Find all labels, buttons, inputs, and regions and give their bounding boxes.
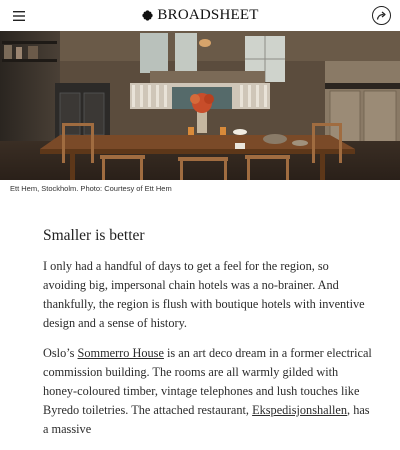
- section-subheading: Smaller is better: [43, 227, 145, 244]
- hamburger-menu-icon[interactable]: [9, 8, 29, 24]
- paragraph-2-text-c: , has a massive: [43, 403, 370, 436]
- paragraph-2-text-a: Oslo’s: [43, 346, 78, 360]
- ekspedisjonshallen-link[interactable]: Ekspedisjonshallen: [252, 403, 348, 417]
- brand-name: BROADSHEET: [157, 7, 259, 23]
- brand-flower-icon: [142, 10, 153, 21]
- sommerro-house-link[interactable]: Sommerro House: [77, 346, 164, 360]
- share-button[interactable]: [372, 6, 391, 25]
- brand-logo-link[interactable]: [142, 7, 258, 24]
- hero-photo: [0, 31, 400, 180]
- top-header: [0, 0, 400, 31]
- share-arrow-icon: [376, 10, 387, 21]
- paragraph-2: [43, 344, 373, 439]
- kitchen-dining-photo: [0, 31, 400, 180]
- paragraph-1: I only had a handful of days to get a feel for the region, so avoiding big, impersonal chain hotels was a no-brainer. And thankfully, the region is flush with boutique hotels with inventive design and a sense of history.: [43, 259, 365, 330]
- photo-caption: Ett Hem, Stockholm. Photo: Courtesy of Ett Hem: [10, 184, 172, 193]
- article-body: [43, 226, 373, 450]
- paragraph-2-text-b: is an art deco dream in a former electrical commission building. The rooms are all warmly gilded with honey-coloured timber, vintage telephones and lush touches like Byredo toiletries. The attached restaurant,: [43, 346, 372, 417]
